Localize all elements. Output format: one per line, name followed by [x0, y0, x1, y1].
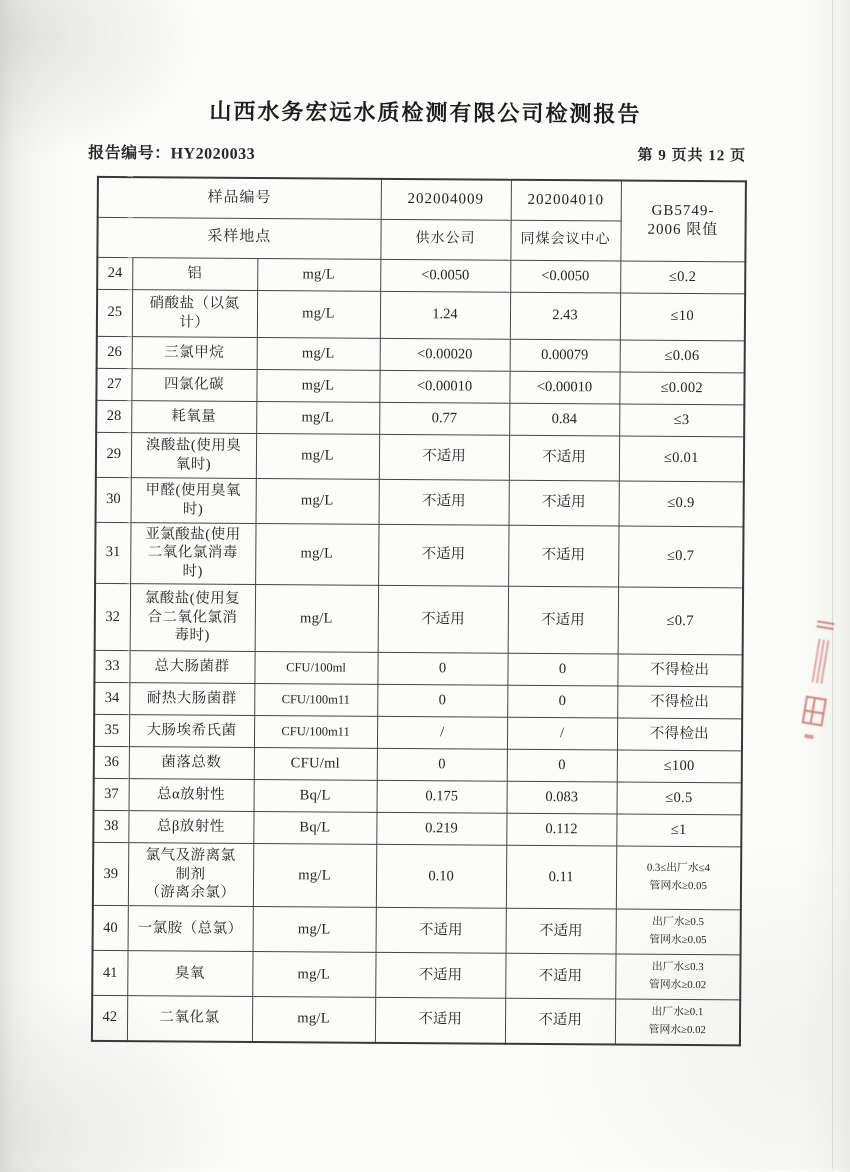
result-sample-1: 0: [377, 748, 507, 781]
param-index: 32: [95, 583, 130, 650]
param-index: 37: [94, 778, 129, 810]
result-sample-2: 不适用: [505, 953, 615, 999]
sample-id-header: 样品编号: [98, 177, 381, 219]
table-row: [95, 522, 743, 588]
location-1: 供水公司: [380, 219, 510, 260]
result-sample-1: 0: [377, 652, 507, 685]
limit-value: ≤100: [617, 750, 742, 783]
result-sample-2: 不适用: [508, 525, 618, 587]
limit-value: ≤3: [619, 404, 744, 437]
page-title: 山西水务宏远水质检测有限公司检测报告: [209, 98, 642, 127]
table-row: [96, 432, 744, 482]
partial-red-seal-stamp: [789, 617, 841, 760]
result-sample-1: 不适用: [379, 434, 509, 480]
param-name: 二氧化氯: [127, 996, 252, 1042]
seal-fragment: [804, 734, 814, 739]
table-body: [92, 257, 745, 1045]
param-unit: CFU/100m11: [254, 716, 377, 749]
result-sample-2: 0: [507, 685, 617, 718]
table-row: [97, 336, 745, 373]
limit-value: 出厂水≥0.1 管网水≥0.02: [615, 999, 740, 1045]
limit-value: ≤0.7: [618, 526, 743, 588]
result-sample-1: <0.0050: [380, 259, 510, 292]
param-index: 30: [96, 477, 131, 522]
param-unit: CFU/100m11: [254, 684, 377, 717]
sample-id-2: 202004010: [511, 180, 621, 221]
result-sample-2: <0.0050: [510, 260, 620, 293]
result-sample-2: 0.112: [506, 813, 616, 846]
param-unit: mg/L: [255, 523, 378, 585]
limit-value: ≤1: [616, 814, 741, 847]
location-header: 采样地点: [97, 217, 380, 259]
param-name: 总α放射性: [129, 779, 254, 812]
limit-value: 出厂水≥0.5 管网水≥0.05: [616, 909, 741, 955]
table-row: [93, 842, 741, 910]
result-sample-2: 0.00079: [510, 339, 620, 372]
param-unit: mg/L: [252, 997, 375, 1043]
param-index: 33: [94, 650, 129, 682]
result-sample-2: 0.083: [507, 781, 617, 814]
result-sample-2: 不适用: [509, 435, 619, 481]
seal-fragment: [811, 639, 829, 684]
param-name: 菌落总数: [129, 747, 254, 780]
limit-value: ≤0.01: [619, 436, 744, 482]
limit-value: ≤10: [620, 293, 745, 341]
result-sample-1: 不适用: [378, 585, 508, 653]
result-sample-1: 不适用: [375, 997, 505, 1043]
result-sample-1: <0.00010: [379, 370, 509, 403]
result-sample-2: 不适用: [509, 480, 619, 526]
param-index: 36: [94, 746, 129, 778]
table-row: [92, 950, 740, 1000]
report-number: 报告编号：HY2020033: [88, 144, 256, 163]
param-name: 铝: [132, 257, 257, 290]
param-unit: mg/L: [255, 585, 378, 653]
param-index: 24: [97, 257, 132, 289]
param-unit: mg/L: [253, 844, 376, 908]
result-sample-2: 0.11: [506, 845, 616, 909]
param-index: 26: [97, 336, 132, 368]
result-sample-2: 0.84: [509, 403, 619, 436]
param-name: 耐热大肠菌群: [129, 683, 254, 716]
table-row: [94, 714, 742, 751]
param-unit: CFU/100ml: [254, 652, 377, 685]
param-index: 41: [92, 950, 127, 995]
param-unit: mg/L: [257, 337, 380, 370]
param-name: 臭氧: [127, 951, 252, 997]
table-row: [96, 400, 744, 437]
param-unit: mg/L: [256, 401, 379, 434]
table-row: [94, 746, 742, 783]
table-row: [97, 289, 745, 341]
limit-value: 不得检出: [617, 686, 742, 719]
param-index: 31: [95, 522, 130, 584]
result-sample-1: 不适用: [376, 907, 506, 953]
limit-value: ≤0.5: [617, 782, 742, 815]
limit-value: 不得检出: [617, 718, 742, 751]
param-index: 35: [94, 714, 129, 746]
param-index: 34: [94, 682, 129, 714]
limit-value: ≤0.9: [619, 481, 744, 527]
table-row: [95, 583, 743, 655]
param-unit: Bq/L: [253, 812, 376, 845]
result-sample-1: /: [377, 716, 507, 749]
result-sample-2: 不适用: [506, 908, 616, 954]
param-name: 三氯甲烷: [132, 336, 257, 369]
result-sample-2: 2.43: [510, 292, 620, 340]
table-row: [96, 477, 744, 527]
param-name: 溴酸盐(使用臭 氧时): [131, 432, 256, 478]
location-2: 同煤会议中心: [510, 220, 620, 261]
table-header-row-sample-id: [98, 177, 746, 222]
param-index: 28: [96, 400, 131, 432]
seal-fragment: [816, 620, 834, 630]
param-unit: Bq/L: [254, 780, 377, 813]
param-name: 一氯胺（总氯）: [128, 906, 253, 952]
result-sample-2: 不适用: [505, 998, 615, 1044]
result-sample-2: 不适用: [508, 586, 618, 654]
param-unit: mg/L: [257, 258, 380, 291]
table-row: [92, 995, 740, 1045]
param-index: 29: [96, 432, 131, 477]
param-name: 氯酸盐(使用复 合二氧化氯消 毒时): [130, 584, 255, 652]
page-indicator: 第 9 页共 12 页: [637, 147, 747, 165]
param-name: 氯气及游离氯 制剂 （游离余氯）: [128, 843, 253, 907]
param-index: 25: [97, 289, 132, 336]
sample-id-1: 202004009: [381, 179, 511, 220]
result-sample-1: 1.24: [380, 291, 510, 339]
param-index: 27: [96, 368, 131, 400]
limit-value: ≤0.7: [618, 587, 743, 655]
param-name: 总β放射性: [128, 811, 253, 844]
limit-value: 不得检出: [617, 654, 742, 687]
result-sample-1: 0.77: [379, 402, 509, 435]
result-sample-1: <0.00020: [380, 338, 510, 371]
limit-value: 0.3≤出厂水≤4 管网水≥0.05: [616, 846, 741, 910]
limit-value: ≤0.002: [619, 372, 744, 405]
result-sample-1: 不适用: [378, 524, 508, 586]
table-row: [93, 905, 741, 955]
param-name: 四氯化碳: [131, 368, 256, 401]
result-sample-2: /: [507, 717, 617, 750]
param-index: 42: [92, 995, 127, 1040]
param-unit: mg/L: [256, 369, 379, 402]
table-row: [96, 368, 744, 405]
param-unit: mg/L: [256, 478, 379, 524]
param-unit: mg/L: [257, 290, 380, 338]
param-unit: CFU/ml: [254, 748, 377, 781]
param-name: 硝酸盐（以氮 计）: [132, 289, 257, 337]
param-unit: mg/L: [253, 907, 376, 953]
param-index: 39: [93, 842, 128, 905]
table-row: [97, 257, 745, 294]
result-sample-1: 0.10: [376, 844, 506, 908]
result-sample-1: 0.219: [376, 812, 506, 845]
table-row: [94, 650, 742, 687]
limit-value: 出厂水≤0.3 管网水≥0.02: [615, 954, 740, 1000]
result-sample-2: 0: [507, 653, 617, 686]
param-name: 甲醛(使用臭氧 时): [131, 477, 256, 523]
param-name: 总大肠菌群: [129, 651, 254, 684]
result-sample-1: 0.175: [377, 780, 507, 813]
result-sample-2: 0: [507, 749, 617, 782]
result-sample-2: <0.00010: [509, 371, 619, 404]
param-unit: mg/L: [252, 952, 375, 998]
limit-value: ≤0.06: [620, 340, 745, 373]
param-unit: mg/L: [256, 433, 379, 479]
result-sample-1: 0: [377, 684, 507, 717]
test-results-table: [91, 176, 747, 1046]
table-row: [94, 778, 742, 815]
param-index: 40: [93, 905, 128, 950]
param-index: 38: [93, 810, 128, 842]
param-name: 耗氧量: [131, 400, 256, 433]
table-row: [94, 682, 742, 719]
result-sample-1: 不适用: [375, 952, 505, 998]
limit-value: ≤0.2: [620, 261, 745, 294]
param-name: 大肠埃希氏菌: [129, 715, 254, 748]
seal-fragment: [802, 695, 827, 726]
table-row: [93, 810, 741, 847]
result-sample-1: 不适用: [379, 479, 509, 525]
param-name: 亚氯酸盐(使用 二氧化氯消毒 时): [130, 522, 255, 584]
limit-standard-header: GB5749- 2006 限值: [620, 181, 746, 262]
